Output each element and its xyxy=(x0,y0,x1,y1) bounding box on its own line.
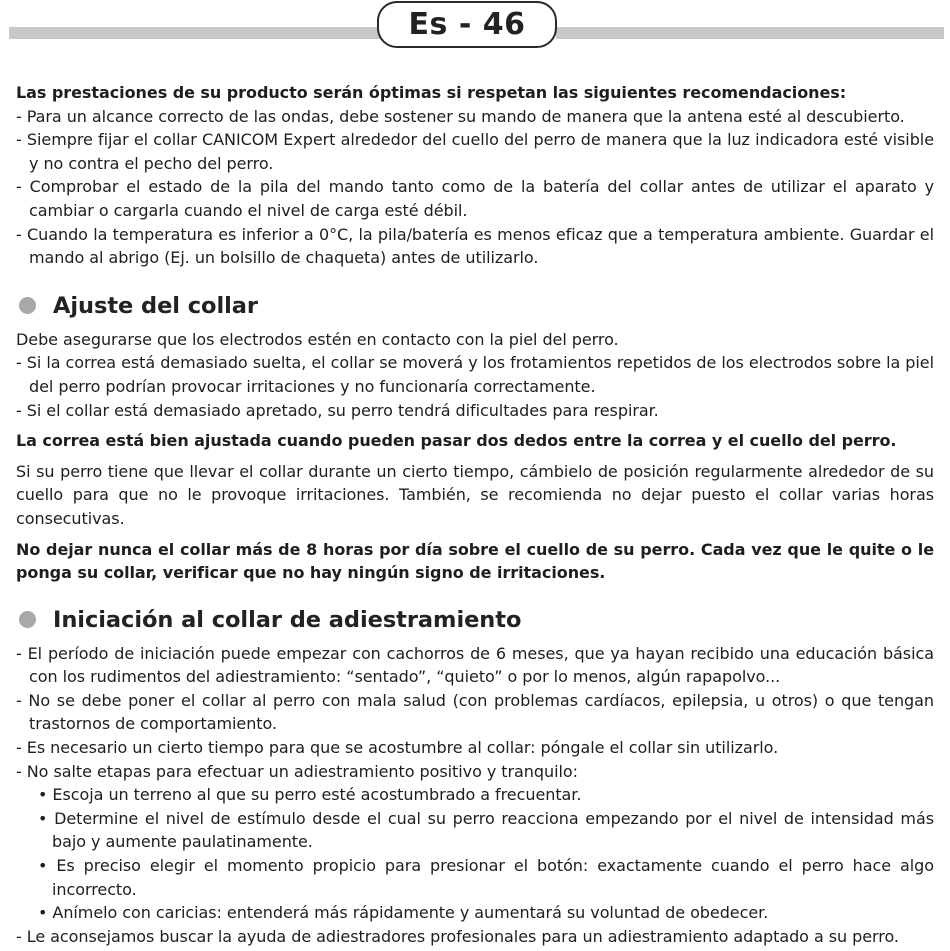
list-item: - No se debe poner el collar al perro con mala salud (con problemas cardíacos, epilepsia, u otros) o que tengan trastornos de comportamiento. xyxy=(16,690,934,734)
section-heading-ajuste xyxy=(16,291,934,321)
sub-list-item: • Escoja un terreno al que su perro esté acostumbrado a frecuentar. xyxy=(38,785,582,805)
intro-item: - Siempre fijar el collar CANICOM Expert alrededor del cuello del perro de manera que la luz indicadora esté visible y no contra el pecho del perro. xyxy=(16,130,934,173)
intro-item: - Para un alcance correcto de las ondas, debe sostener su mando de manera que la antena esté al descubierto. xyxy=(16,106,905,126)
bullet-circle-icon xyxy=(19,297,36,314)
warning-note: No dejar nunca el collar más de 8 horas por día sobre el cuello de su perro. Cada vez que le quite o le ponga su collar, verificar que no hay ningún signo de irritaciones. xyxy=(16,539,934,583)
section-title: Ajuste del collar xyxy=(53,292,258,319)
sub-list-item: • Es preciso elegir el momento propicio para presionar el botón: exactamente cuando el perro hace algo incorrecto. xyxy=(38,856,934,899)
intro-lead: Las prestaciones de su producto serán óptimas si respetan las siguientes recomendaciones: xyxy=(16,83,847,102)
intro-item: - Cuando la temperatura es inferior a 0°C, la pila/batería es menos eficaz que a temperatura ambiente. Guardar el mando al abrigo (Ej. un bolsillo de chaqueta) antes de utilizarlo. xyxy=(16,224,934,268)
list-item: - No salte etapas para efectuar un adiestramiento positivo y tranquilo: xyxy=(16,761,578,781)
list-item: - Si el collar está demasiado apretado, su perro tendrá dificultades para respirar. xyxy=(16,400,659,420)
header-rule-left xyxy=(9,27,381,39)
list-item: - Si la correa está demasiado suelta, el collar se moverá y los frotamientos repetidos de los electrodos sobre la piel del perro podrían provocar irritaciones y no funcionaría correctamente. xyxy=(16,353,934,396)
paragraph: Si su perro tiene que llevar el collar durante un cierto tiempo, cámbielo de posición regularmente alrededor de su cuello para que no le provoque irritaciones. También, se recomienda no dejar puesto el collar varias horas consecutivas. xyxy=(16,461,934,528)
bullet-circle-icon xyxy=(19,611,36,628)
section-title: Iniciación al collar de adiestramiento xyxy=(53,606,522,633)
emphasis-note: La correa está bien ajustada cuando pueden pasar dos dedos entre la correa y el cuello del perro. xyxy=(16,431,897,451)
sub-list-item: • Anímelo con caricias: entenderá más rápidamente y aumentará su voluntad de obedecer. xyxy=(38,903,769,923)
list-item: - Es necesario un cierto tiempo para que se acostumbre al collar: póngale el collar sin utilizarlo. xyxy=(16,738,779,758)
page-header xyxy=(0,0,950,52)
section-intro: Debe asegurarse que los electrodos estén en contacto con la piel del perro. xyxy=(16,329,619,349)
sub-list-item: • Determine el nivel de estímulo desde el cual su perro reacciona empezando por el nivel de intensidad más bajo y aumente paulatinamente. xyxy=(38,808,934,852)
page-number-label: Es - 46 xyxy=(377,1,557,48)
list-item: - El período de iniciación puede empezar con cachorros de 6 meses, que ya hayan recibido una educación básica con los rudimentos del adiestramiento: “sentado”, “quieto” o por lo menos, algún rapapolvo... xyxy=(16,643,934,687)
intro-item: - Comprobar el estado de la pila del mando tanto como de la batería del collar antes de utilizar el aparato y cambiar o cargarla cuando el nivel de carga esté débil. xyxy=(16,177,934,220)
document-body xyxy=(16,81,934,948)
section-heading-iniciacion xyxy=(16,605,934,635)
header-rule-right xyxy=(556,27,944,39)
list-item: - Le aconsejamos buscar la ayuda de adiestradores profesionales para un adiestramiento adaptado a su perro. xyxy=(16,926,899,946)
